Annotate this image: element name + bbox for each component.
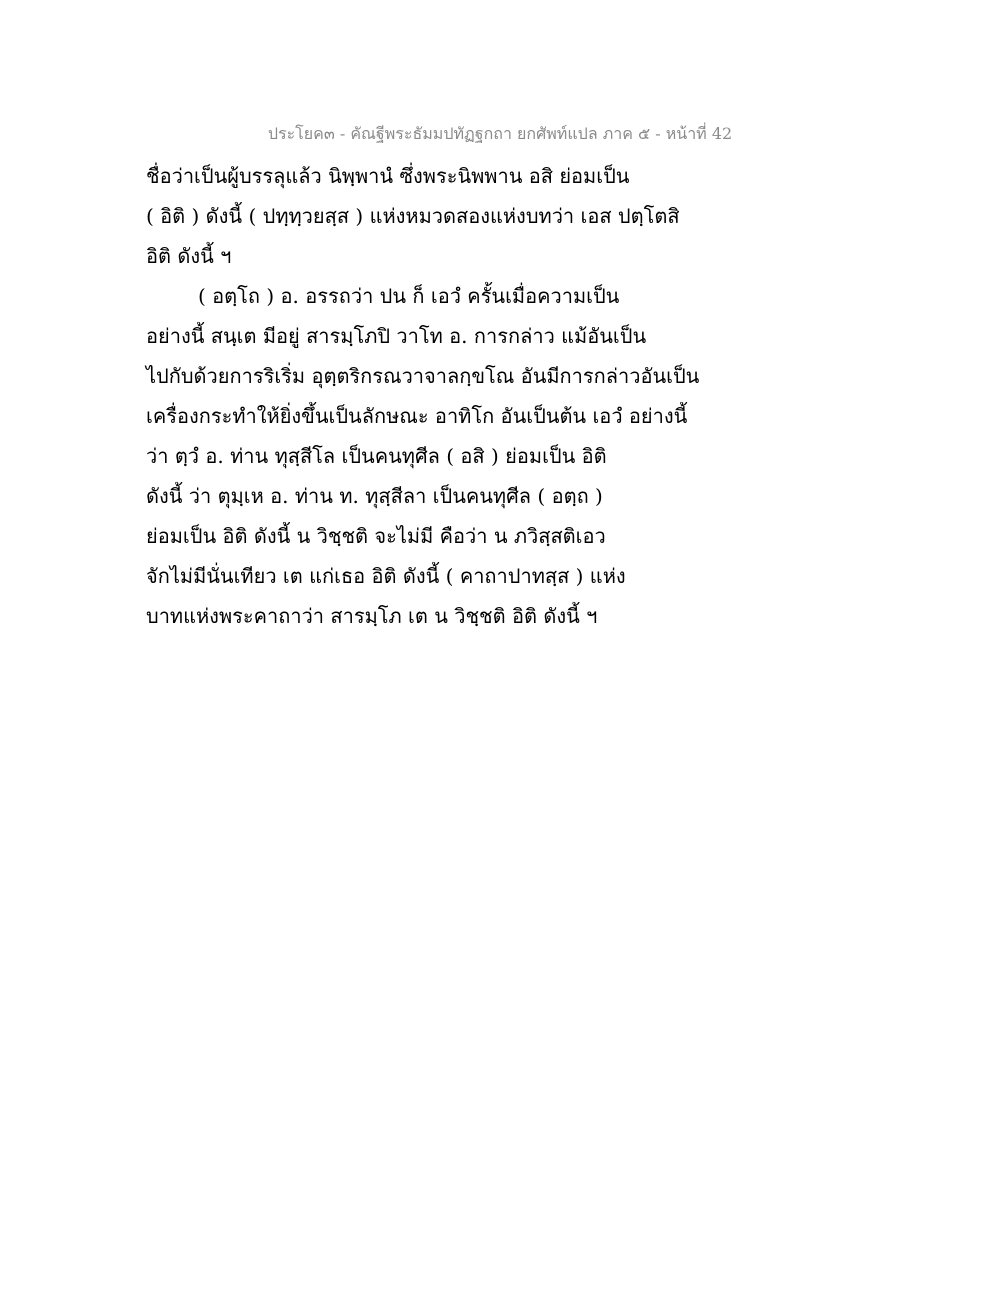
text-line: ไปกับด้วยการริเริ่ม อุตฺตริกรณวาจาลกฺขโณ อันมีการกล่าวอันเป็น <box>146 364 700 388</box>
text-line: อิติ ดังนี้ ฯ <box>146 244 232 268</box>
text-line: ว่า ตฺวํ อ. ท่าน ทุสฺสีโล เป็นคนทุศีล ( อสิ ) ย่อมเป็น อิติ <box>146 444 607 468</box>
text-line: ย่อมเป็น อิติ ดังนี้ น วิชฺชติ จะไม่มี คือว่า น ภวิสฺสติเอว <box>146 524 606 548</box>
text-line: ( อตฺโถ ) อ. อรรถว่า ปน ก็ เอวํ ครั้นเมื่อความเป็น <box>198 284 620 308</box>
text-line: จักไม่มีนั่นเทียว เต แก่เธอ อิติ ดังนี้ ( คาถาปาทสฺส ) แห่ง <box>146 564 626 588</box>
text-line: ( อิติ ) ดังนี้ ( ปทฺทฺวยสฺส ) แห่งหมวดสองแห่งบทว่า เอส ปตฺโตสิ <box>146 204 680 228</box>
paragraph-2 <box>146 276 706 636</box>
running-header: ประโยค๓ - คัณฐีพระธัมมปทัฏฐกถา ยกศัพท์แปล ภาค ๕ - หน้าที่ 42 <box>267 124 733 143</box>
paragraph-1 <box>146 156 706 276</box>
text-line: ดังนี้ ว่า ตุมฺเห อ. ท่าน ท. ทุสฺสีลา เป็นคนทุศีล ( อตฺถ ) <box>146 484 603 508</box>
body-text <box>146 156 706 636</box>
text-line: เครื่องกระทำให้ยิ่งขึ้นเป็นลักษณะ อาทิโก อันเป็นต้น เอวํ อย่างนี้ <box>146 404 688 428</box>
text-line: ชื่อว่าเป็นผู้บรรลุแล้ว นิพฺพานํ ซึ่งพระนิพพาน อสิ ย่อมเป็น <box>146 164 630 188</box>
text-line: บาทแห่งพระคาถาว่า สารมฺโภ เต น วิชฺชติ อิติ ดังนี้ ฯ <box>146 604 598 628</box>
text-line: อย่างนี้ สนฺเต มีอยู่ สารมฺโภปิ วาโท อ. การกล่าว แม้อันเป็น <box>146 324 647 348</box>
